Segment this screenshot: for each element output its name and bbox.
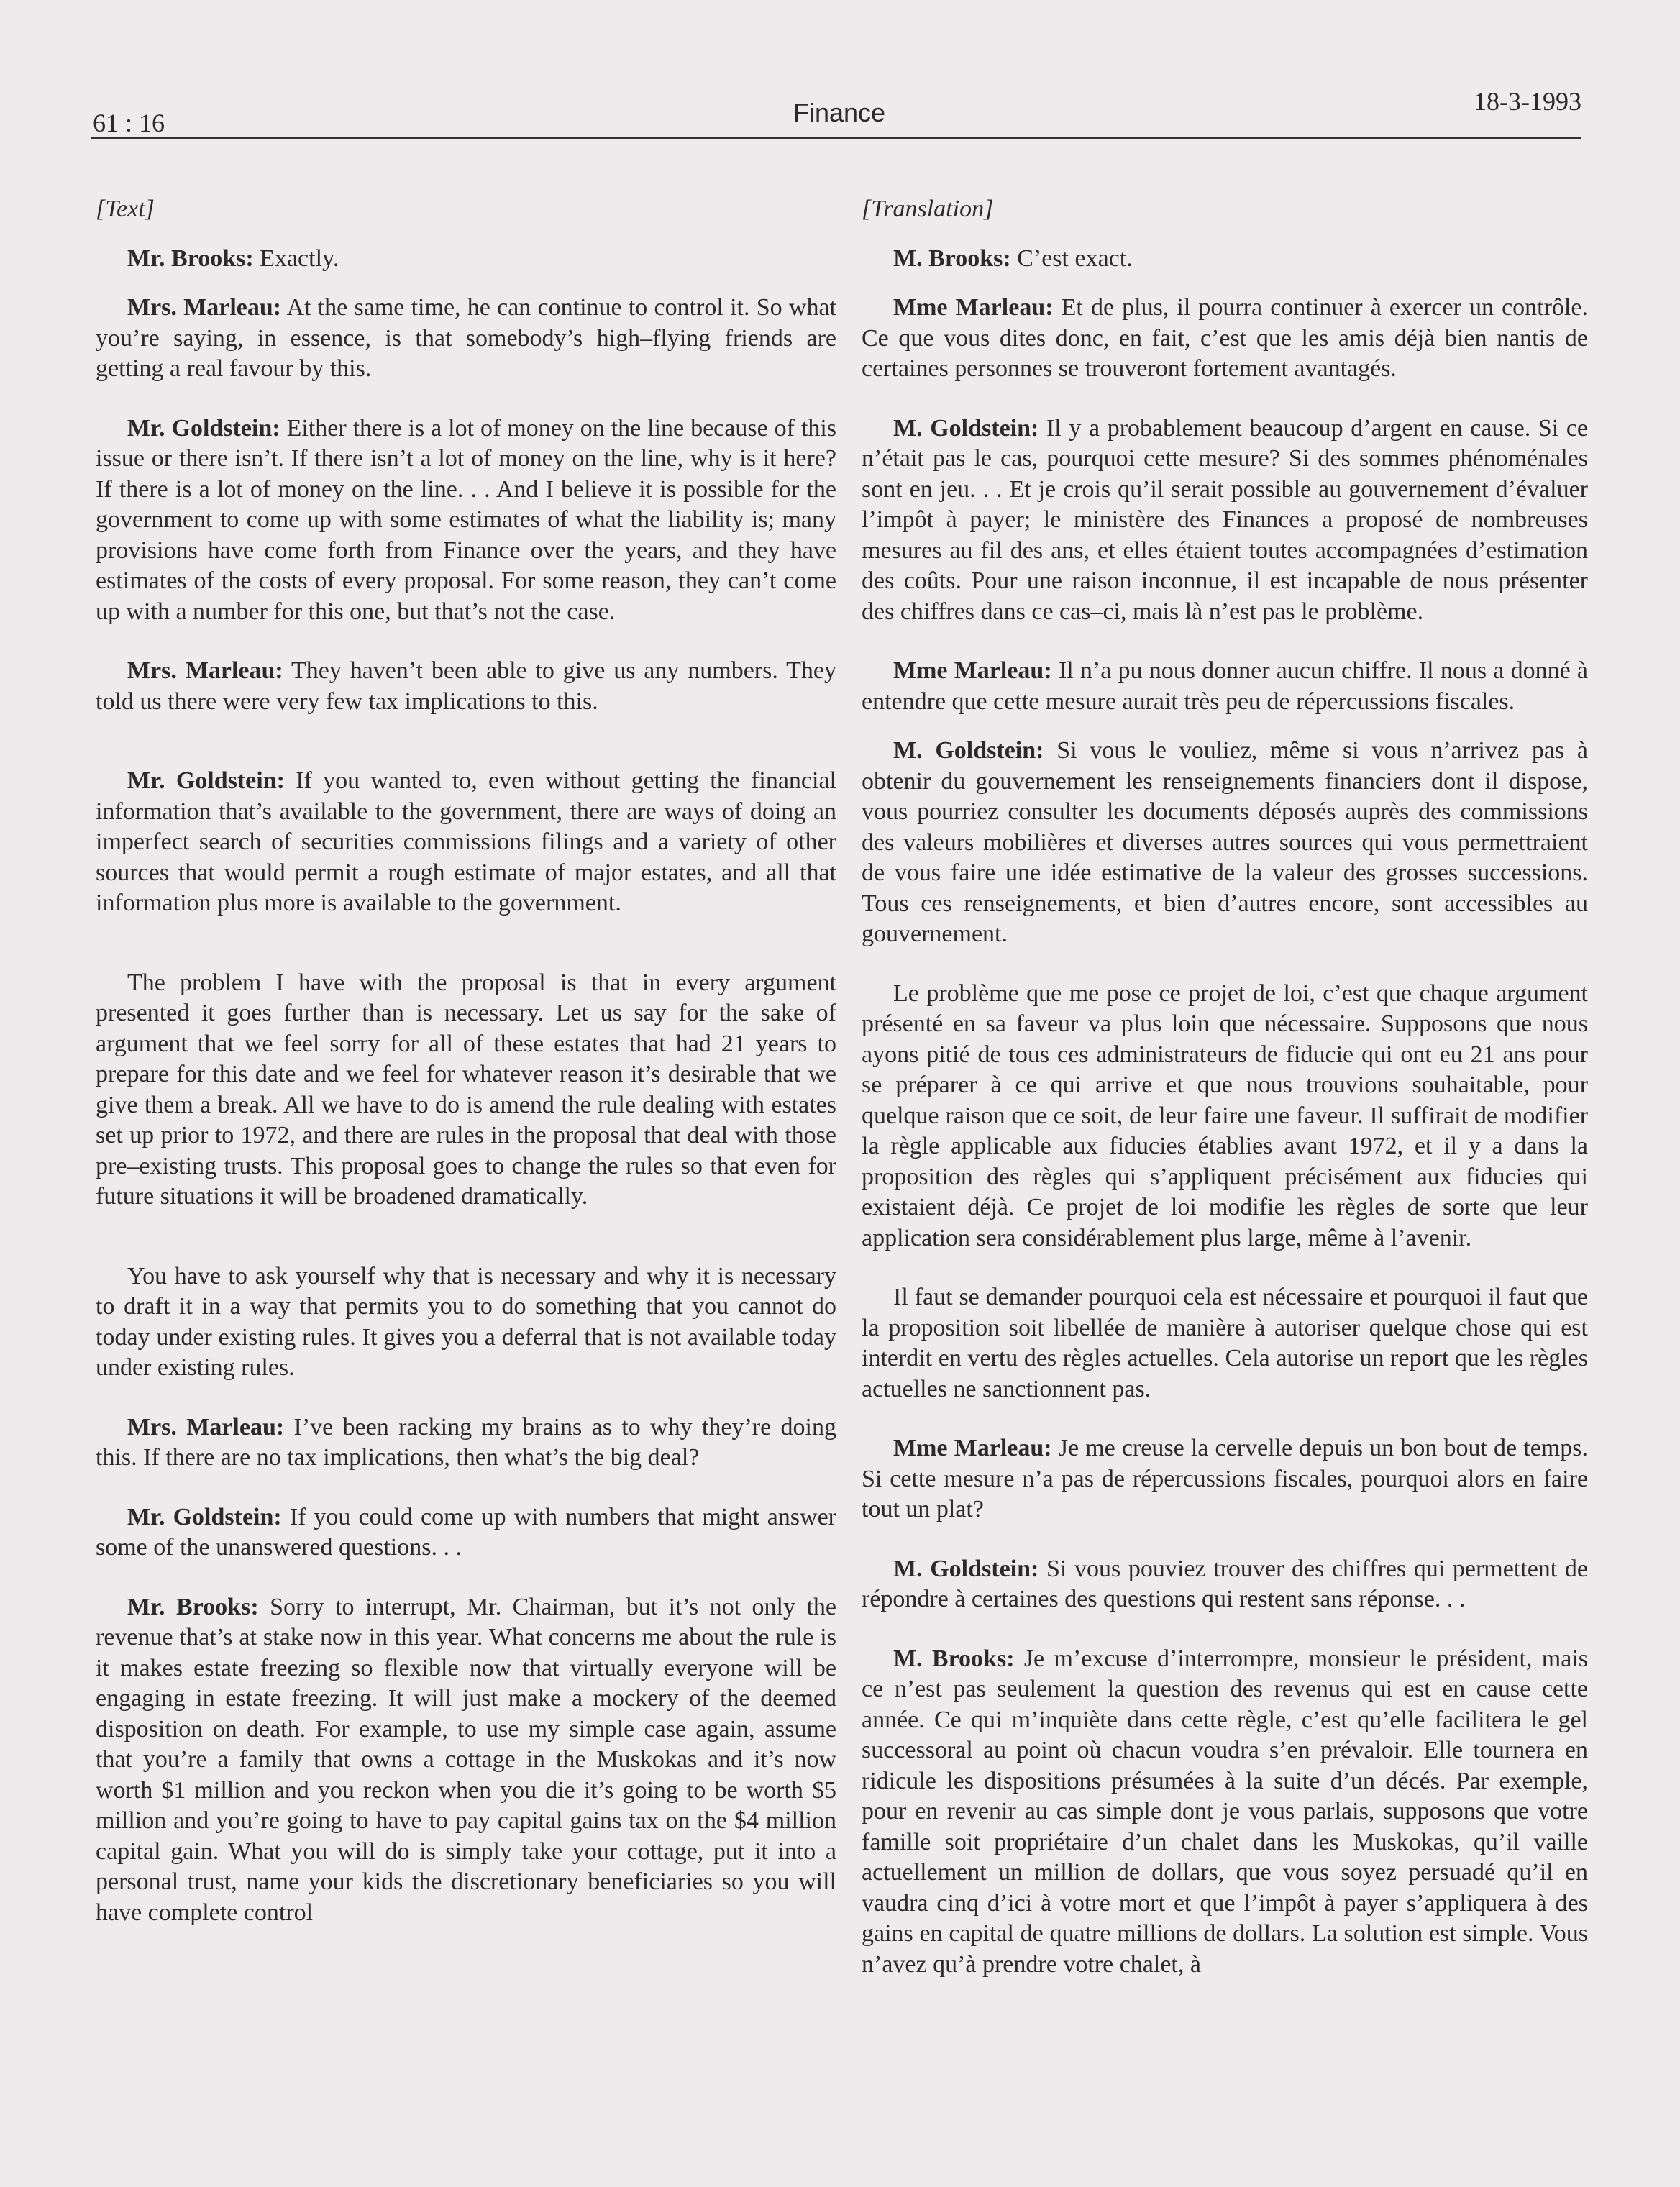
speaker-name: Mrs. Marleau: <box>127 294 282 321</box>
speaker-name: Mrs. Marleau: <box>127 1413 285 1441</box>
page-date: 18-3-1993 <box>1474 87 1581 116</box>
paragraph: Il faut se demander pourquoi cela est nécessaire et pourquoi il faut que la proposition soit libellée de manière à autoriser quelque chose qui est interdit en vertu des règles actuelles. Cela autorise un report que les règles actuelles ne sanctionnent pas. <box>862 1284 1588 1402</box>
paragraph-text: Either there is a lot of money on the line because of this issue or there isn’t. If there isn’t a lot of money on the line, why is it here? If there is a lot of money on the line. . . And I believe it is possible for the government to come up with some estimates of what the liability is; many provisions have come forth from Finance over the years, and they have estimates of the costs of every proposal. For some reason, they can’t come up with a number for this one, but that’s not the case. <box>96 414 837 625</box>
column-label: [Translation] <box>862 196 994 222</box>
speaker-name: Mr. Goldstein: <box>127 414 280 442</box>
paragraph: You have to ask yourself why that is necessary and why it is necessary to draft it in a way that permits you to do something that you cannot do today under existing rules. It gives you a deferral that is not available today under existing rules. <box>96 1262 836 1381</box>
paragraph-text: Et de plus, il pourra continuer à exercer un contrôle. Ce que vous dites donc, en fait, c’est que les amis déjà bien nantis de certaines personnes se trouveront fortement avantagés. <box>862 294 1588 382</box>
paragraph <box>96 293 836 385</box>
paragraph <box>96 766 836 919</box>
paragraph <box>862 736 1588 950</box>
paragraph-text: Si vous pouviez trouver des chiffres qui permettent de répondre à certaines des questions qui restent sans réponse. . . <box>862 1555 1588 1612</box>
speaker-name: Mme Marleau: <box>893 1435 1052 1461</box>
paragraph-text: Il n’a pu nous donner aucun chiffre. Il nous a donné à entendre que cette mesure aurait très peu de répercussions fiscales. <box>862 657 1588 715</box>
paragraph-text: I’ve been racking my brains as to why they’re doing this. If there are no tax implications, then what’s the big deal? <box>96 1413 836 1471</box>
column-label: [Text] <box>96 196 155 222</box>
paragraph <box>862 1644 1588 1981</box>
speaker-name: M. Brooks: <box>893 1645 1015 1672</box>
speaker-name: Mr. Brooks: <box>127 245 254 272</box>
paragraph <box>96 414 836 628</box>
paragraph: The problem I have with the proposal is that in every argument presented it goes further than is necessary. Let us say for the sake of argument that we feel sorry for all of these estates that had 21 years to prepare for this date and we feel for whatever reason it’s desirable that we give them a break. All we have to do is amend the rule dealing with estates set up prior to 1972, and there are rules in the proposal that deal with those pre–existing trusts. This proposal goes to change the rules so that even for future situations it will be broadened dramatically. <box>96 969 836 1210</box>
paragraph-text: Si vous le vouliez, même si vous n’arrivez pas à obtenir du gouvernement les renseignements financiers dont il dispose, vous pourriez consulter les documents déposés auprès des commissions des valeurs mobilières et diverses autres sources qui vous permettraient de vous faire une idée estimative de la valeur des grosses successions. Tous ces renseignements, et bien d’autres encore, sont accessibles au gouvernement. <box>862 737 1589 947</box>
paragraph <box>862 656 1588 717</box>
speaker-name: Mrs. Marleau: <box>127 657 283 684</box>
paragraph <box>862 293 1588 385</box>
paragraph-text: Je me creuse la cervelle depuis un bon bout de temps. Si cette mesure n’a pas de répercussions fiscales, pourquoi alors en faire tout un plat? <box>862 1435 1588 1522</box>
paragraph-text: Sorry to interrupt, Mr. Chairman, but it’s not only the revenue that’s at stake now in this year. What concerns me about the rule is it makes estate freezing so flexible now that virtually everyone will be engaging in estate freezing. It will just make a mockery of the deemed disposition on death. For example, to use my simple case again, assume that you’re a family that owns a cottage in the Muskokas and it’s now worth $1 million and you reckon when you die it’s going to be worth $5 million and you’re going to have to pay capital gains tax on the $4 million capital gain. What you will do is simply take your cottage, put it into a personal trust, name your kids the discretionary beneficiaries so you will have complete control <box>96 1593 836 1926</box>
paragraph <box>862 1554 1588 1615</box>
paragraph-text: Il y a probablement beaucoup d’argent en cause. Si ce n’était pas le cas, pourquoi cette mesure? Si des sommes phénoménales sont en jeu. . . Et je crois qu’il serait possible au gouvernement d’évaluer l’impôt à payer; le ministère des Finances a proposé de nombreuses mesures au fil des ans, et elles étaient toutes accompagnées d’estimation des coûts. Pour une raison inconnue, il est incapable de nous présenter des chiffres dans ce cas–ci, mais là n’est pas le problème. <box>862 414 1589 625</box>
paragraph-text: Je m’excuse d’interrompre, monsieur le président, mais ce n’est pas seulement la question des revenus qui est en cause cette année. Ce qui m’inquiète dans cette règle, c’est qu’elle facilitera le gel successoral au point où chacun voudra s’en prévaloir. Elle tournera en ridicule les dispositions présumées à la suite d’un décés. Par exemple, pour en revenir au cas simple dont je vous parlais, supposons que votre famille soit propriétaire d’un chalet dans les Muskokas, qu’il vaille actuellement un million de dollars, que vous soyez persuadé qu’il en vaudra cinq d’ici à votre mort et que l’impôt à payer s’appliquera à des gains en capital de quatre millions de dollars. La solution est simple. Vous n’avez qu’à prendre votre chalet, à <box>862 1645 1588 1978</box>
french-column <box>862 194 1588 1980</box>
paragraph-text: At the same time, he can continue to control it. So what you’re saying, in essence, is that somebody’s high–flying friends are getting a real favour by this. <box>96 294 836 382</box>
speaker-name: M. Goldstein: <box>893 737 1044 764</box>
speaker-name: M. Brooks: <box>893 245 1011 272</box>
paragraph: Le problème que me pose ce projet de loi, c’est que chaque argument présenté en sa faveur va plus loin que nécessaire. Supposons que nous ayons pitié de tous ces administrateurs de fiducie qui ont eu 21 ans pour se préparer à ce qui arrive et que nous trouvions souhaitable, pour quelque raison que ce soit, de leur faire une faveur. Il suffirait de modifier la règle applicable aux fiducies établies avant 1972, et il y a dans la proposition des règles qui s’appliquent précisément aux fiducies qui existaient déjà. Ce projet de loi modifie les règles de sorte que leur application sera considérablement plus large, même à l’avenir. <box>862 980 1588 1251</box>
paragraph-text: C’est exact. <box>1010 245 1133 272</box>
speaker-name: Mr. Goldstein: <box>127 1503 282 1530</box>
speaker-name: Mme Marleau: <box>893 657 1052 684</box>
paragraph-text: They haven’t been able to give us any numbers. They told us there were very few tax implications to this. <box>96 657 836 715</box>
paragraph-text: If you could come up with numbers that might answer some of the unanswered questions. . . <box>96 1503 836 1561</box>
paragraph <box>96 1592 836 1929</box>
speaker-name: M. Goldstein: <box>893 414 1039 442</box>
paragraph-text: Exactly. <box>253 245 339 272</box>
speaker-name: Mr. Goldstein: <box>127 767 285 794</box>
paragraph <box>862 414 1588 628</box>
speaker-name: Mr. Brooks: <box>127 1593 259 1620</box>
speaker-name: M. Goldstein: <box>893 1555 1039 1582</box>
running-title: Finance <box>793 98 886 127</box>
speaker-name: Mme Marleau: <box>893 294 1054 321</box>
paragraph <box>96 1502 836 1563</box>
paragraph <box>96 244 836 275</box>
paragraph <box>96 1412 836 1474</box>
paragraph-text: If you wanted to, even without getting the financial information that’s available to the government, there are ways of doing an imperfect search of securities commissions filings and a variety of other sources that would permit a rough estimate of major estates, and all that information plus more is available to the government. <box>96 767 837 916</box>
english-column <box>96 194 836 1928</box>
page-number: 61 : 16 <box>93 109 165 137</box>
paragraph <box>862 244 1588 275</box>
paragraph <box>96 656 836 717</box>
paragraph <box>862 1433 1588 1525</box>
page-header <box>91 86 1581 139</box>
